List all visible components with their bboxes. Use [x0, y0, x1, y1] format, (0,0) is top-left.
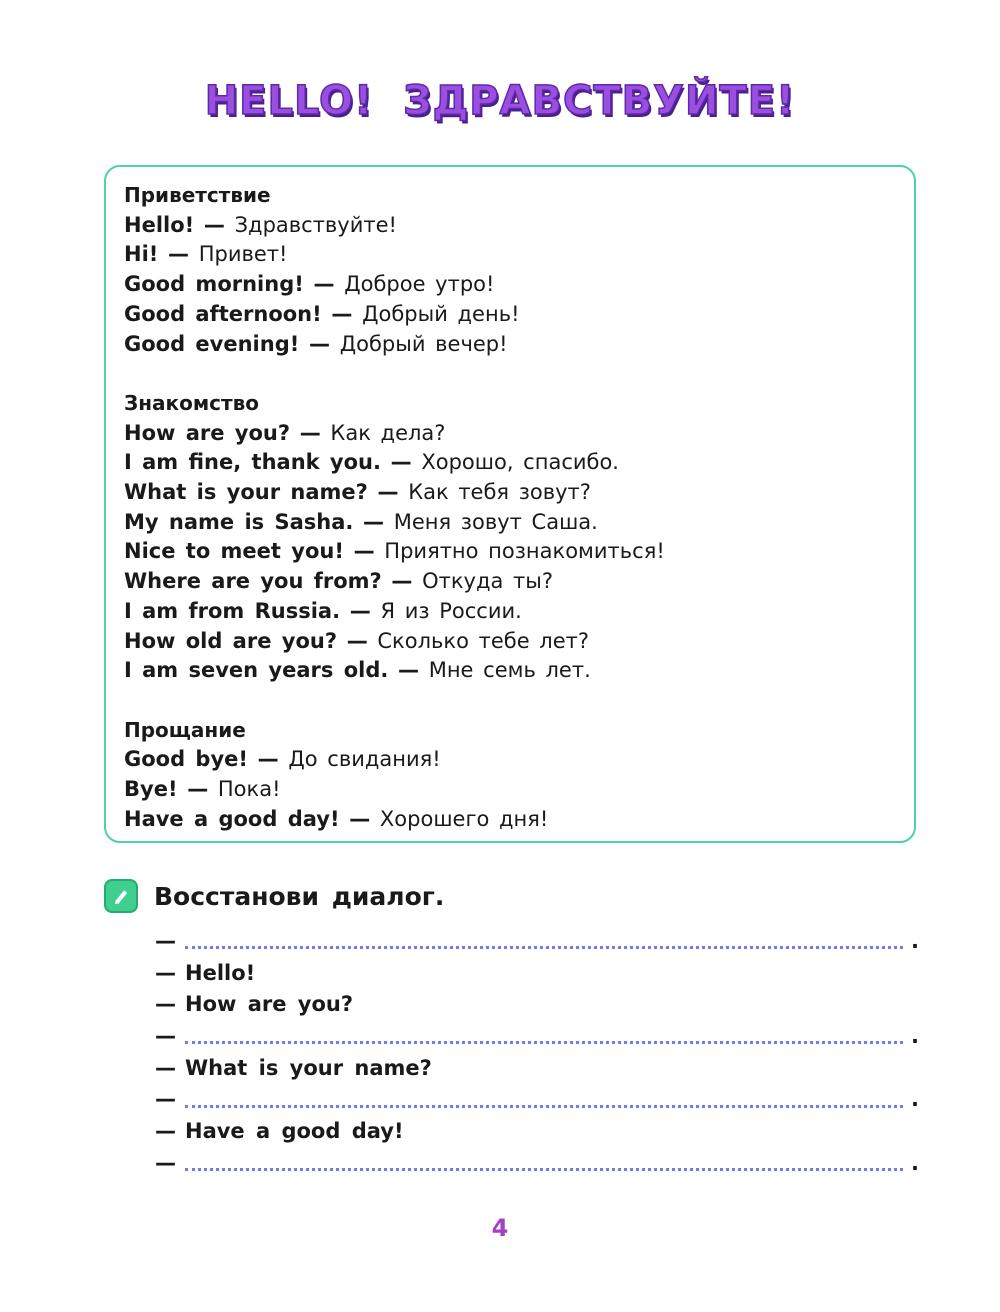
phrase-russian: Меня зовут Саша. [393, 509, 598, 534]
phrase-english: I am from Russia. [124, 598, 341, 623]
dialog-text: Hello! [185, 960, 256, 985]
phrase-english: Bye! [124, 777, 178, 802]
phrase-row: What is your name? — Как тебя зовут? [124, 480, 591, 505]
phrase-russian: Мне семь лет. [428, 658, 591, 683]
dialog-exercise [155, 925, 920, 1179]
section-greeting [124, 181, 896, 359]
phrase-english: My name is Sasha. [124, 509, 354, 534]
phrase-english: Have a good day! [124, 806, 340, 831]
dialog-text: What is your name? [185, 1055, 432, 1080]
phrase-row: Good evening! — Добрый вечер! [124, 331, 508, 356]
phrase-box [104, 165, 916, 843]
dialog-line-blank: — . [155, 1150, 919, 1175]
phrase-english: Hello! [124, 212, 195, 237]
phrase-russian: Привет! [198, 242, 288, 267]
dialog-line: — Hello! [155, 960, 256, 985]
dialog-line: — What is your name? [155, 1055, 432, 1080]
task-title: Восстанови диалог. [154, 881, 445, 911]
page-title [0, 78, 1000, 124]
dialog-line-blank: — . [155, 1023, 919, 1048]
phrase-row: Hello! — Здравствуйте! [124, 212, 397, 237]
section-heading: Прощание [124, 717, 246, 742]
phrase-row: My name is Sasha. — Меня зовут Саша. [124, 509, 598, 534]
phrase-row: How are you? — Как дела? [124, 420, 446, 445]
dialog-text: How are you? [185, 992, 354, 1017]
phrase-russian: Как дела? [330, 420, 446, 445]
phrase-russian: До свидания! [288, 747, 441, 772]
phrase-english: Nice to meet you! [124, 539, 344, 564]
section-acquaintance [124, 389, 896, 686]
dialog-line: — How are you? [155, 992, 354, 1017]
dialog-line: — Have a good day! [155, 1118, 404, 1143]
answer-blank[interactable] [185, 1105, 903, 1108]
phrase-row: Have a good day! — Хорошего дня! [124, 806, 549, 831]
phrase-row: I am fine, thank you. — Хорошо, спасибо. [124, 450, 619, 475]
phrase-russian: Хорошо, спасибо. [421, 450, 619, 475]
phrase-row: Bye! — Пока! [124, 777, 281, 802]
answer-blank[interactable] [185, 1168, 903, 1171]
phrase-english: Good bye! [124, 747, 248, 772]
phrase-russian: Приятно познакомиться! [384, 539, 665, 564]
title-english: HELLO! [204, 78, 374, 124]
task-header [104, 878, 444, 914]
phrase-english: I am fine, thank you. [124, 450, 381, 475]
phrase-row: Good bye! — До свидания! [124, 747, 441, 772]
phrase-english: What is your name? [124, 480, 368, 505]
phrase-russian: Как тебя зовут? [408, 480, 591, 505]
answer-blank[interactable] [185, 946, 903, 949]
phrase-row: Hi! — Привет! [124, 242, 288, 267]
phrase-row: How old are you? — Сколько тебе лет? [124, 628, 590, 653]
phrase-russian: Откуда ты? [422, 569, 553, 594]
phrase-row: I am from Russia. — Я из России. [124, 598, 522, 623]
phrase-russian: Доброе утро! [344, 272, 495, 297]
phrase-row: Nice to meet you! — Приятно познакомиться! [124, 539, 665, 564]
phrase-row: Where are you from? — Откуда ты? [124, 569, 553, 594]
pencil-icon [104, 879, 138, 913]
phrase-english: How are you? [124, 420, 291, 445]
phrase-row: Good morning! — Доброе утро! [124, 272, 495, 297]
section-farewell [124, 716, 896, 835]
phrase-russian: Добрый вечер! [339, 331, 508, 356]
phrase-row: Good afternoon! — Добрый день! [124, 301, 520, 326]
phrase-english: Where are you from? [124, 569, 382, 594]
phrase-russian: Здравствуйте! [234, 212, 397, 237]
phrase-russian: Добрый день! [362, 301, 520, 326]
phrase-russian: Сколько тебе лет? [377, 628, 590, 653]
phrase-russian: Пока! [217, 777, 281, 802]
phrase-row: I am seven years old. — Мне семь лет. [124, 658, 591, 683]
page-number: 4 [491, 1214, 509, 1242]
phrase-russian: Хорошего дня! [379, 806, 549, 831]
phrase-english: Good evening! [124, 331, 300, 356]
dialog-line-blank: — . [155, 928, 919, 953]
phrase-english: I am seven years old. [124, 658, 389, 683]
answer-blank[interactable] [185, 1041, 903, 1044]
section-heading: Приветствие [124, 183, 271, 207]
phrase-english: How old are you? [124, 628, 338, 653]
dialog-line-blank: — . [155, 1087, 919, 1112]
phrase-english: Hi! [124, 242, 159, 267]
phrase-english: Good afternoon! [124, 301, 322, 326]
dialog-text: Have a good day! [185, 1118, 404, 1143]
title-russian: ЗДРАВСТВУЙТЕ! [403, 78, 796, 124]
phrase-english: Good morning! [124, 272, 304, 297]
phrase-russian: Я из России. [380, 598, 522, 623]
section-heading: Знакомство [124, 390, 260, 415]
